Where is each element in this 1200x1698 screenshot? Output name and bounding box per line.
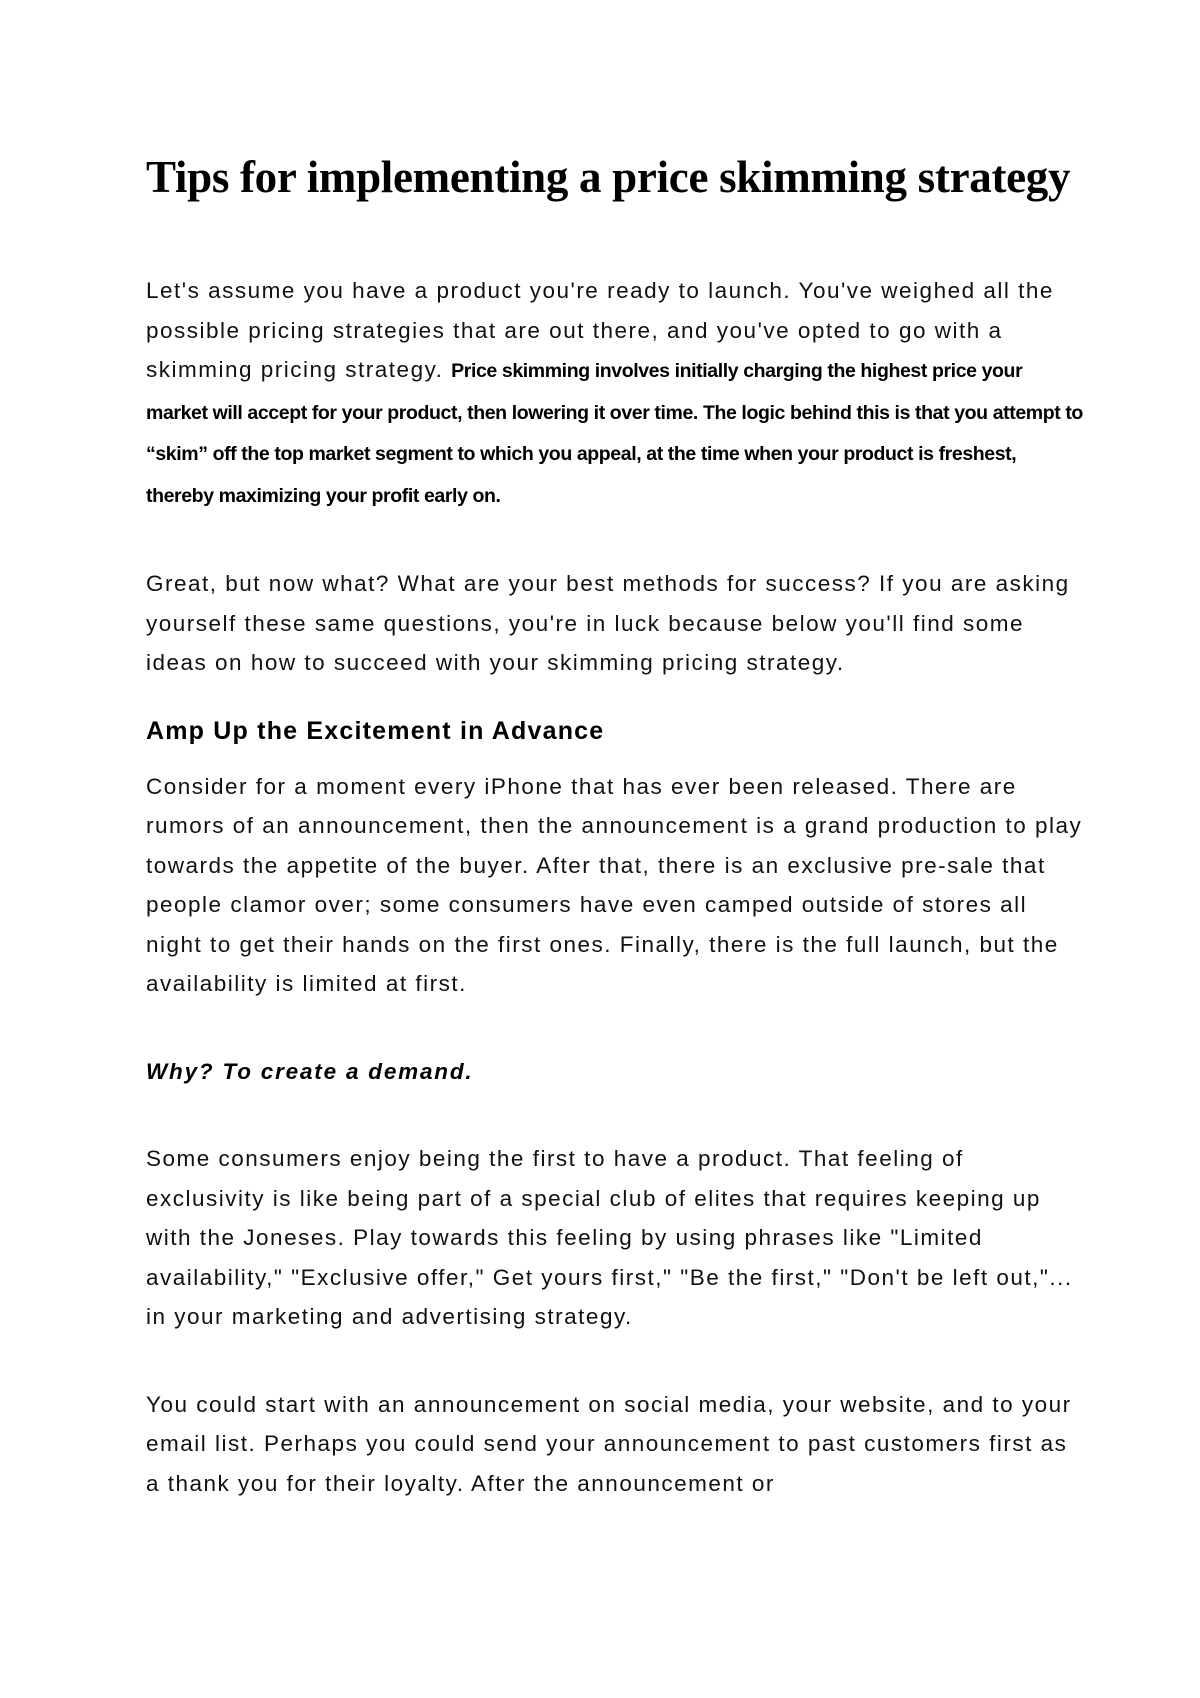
intro-plain-text: Let's assume you have a product you're ready to launch. You've weighed all the possible pricing strategies that are out there, and you've opted to go with a skimming pricing strategy. — [146, 278, 1054, 382]
paragraph-4: Some consumers enjoy being the first to have a product. That feeling of exclusivity is like being part of a special club of elites that requires keeping up with the Joneses. Play towards this feeling by using phrases like "Limited availability," "Exclusive offer," Get yours first," "Be the first," "Don't be left out,"... in your marketing and advertising strategy. — [146, 1146, 1073, 1329]
document-body — [146, 148, 1086, 1503]
emphasis-line: Why? To create a demand. — [146, 1058, 474, 1084]
paragraph-2: Great, but now what? What are your best methods for success? If you are asking yourself these same questions, you're in luck because below you'll find some ideas on how to succeed with your skimming pricing strategy. — [146, 571, 1070, 675]
section-heading: Amp Up the Excitement in Advance — [146, 716, 605, 745]
intro-paragraph — [146, 271, 1086, 516]
intro-bold-text: Price skimming involves initially charging the highest price your market will accept for your product, then lowering it over time. The logic behind this is that you attempt to “skim” off the top market segment to which you appeal, at the time when your product is freshest, thereby maximizing your profit early on. — [146, 360, 1083, 507]
document-title: Tips for implementing a price skimming strategy — [146, 152, 1071, 202]
paragraph-5: You could start with an announcement on social media, your website, and to your email list. Perhaps you could send your announcement to past customers first as a thank you for their loyalty. After the announcement or — [146, 1391, 1072, 1496]
paragraph-3: Consider for a moment every iPhone that has ever been released. There are rumors of an announcement, then the announcement is a grand production to play towards the appetite of the buyer. After that, there is an exclusive pre-sale that people clamor over; some consumers have even camped outside of stores all night to get their hands on the first ones. Finally, there is the full launch, but the availability is limited at first. — [146, 773, 1083, 996]
